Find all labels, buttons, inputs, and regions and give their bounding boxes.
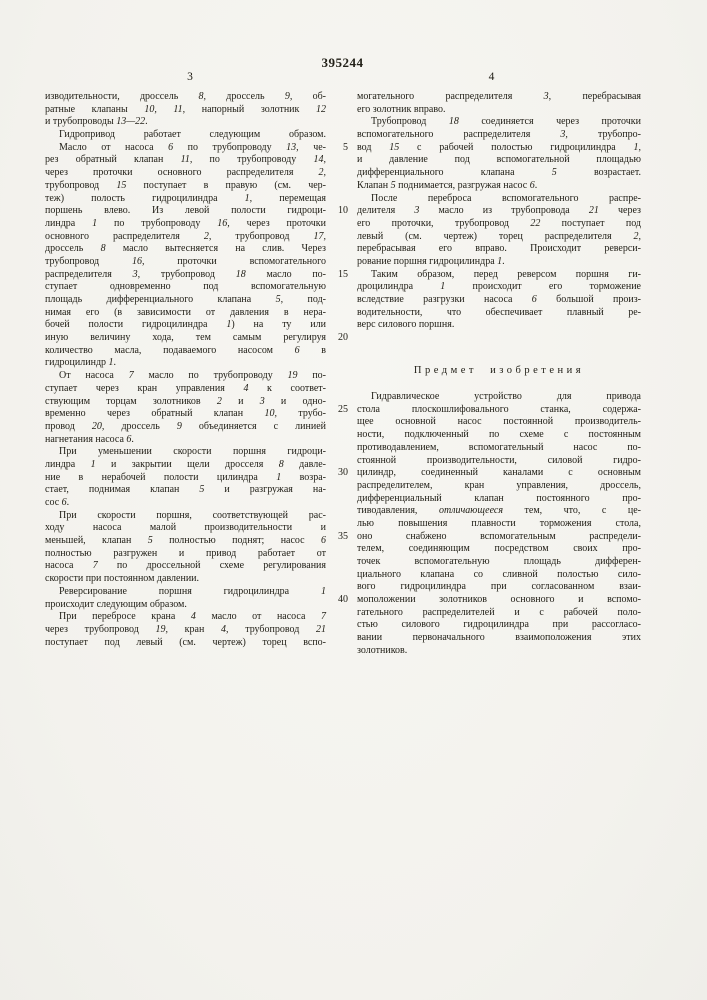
text-line: скорости при постоянном давлении. [45, 573, 200, 585]
text-line: вследствие разгрузки насоса 6 большой произ- [357, 294, 641, 305]
text-line: дроцилиндра 1 происходит его торможение [357, 281, 641, 293]
text-line: его золотник вправо. [357, 103, 446, 115]
text-line: золотников. [357, 644, 408, 656]
text-line: Клапан 5 поднимается, разгружая насос 6. [357, 179, 538, 191]
text-line: вод 15 с рабочей полостью гидроцилиндра 1, [357, 141, 641, 153]
text-line: Гидравлическое устройство для привода [371, 391, 641, 403]
section-gap [357, 378, 641, 391]
text-line: циального клапана со сливной полостью сило- [357, 568, 641, 580]
claim-body [357, 391, 641, 657]
text-line: Трубопровод 18 соединяется через проточки [371, 116, 641, 128]
text-line: перебрасывая его вправо. Происходит реверси- [357, 243, 641, 255]
text-line: ствующим торцам золотников 2 и 3 и одно- [45, 395, 326, 407]
text-line: происходит следующим образом. [45, 598, 187, 610]
text-line: распределителем, кран управления, дроссель, [357, 479, 641, 491]
text-line: оно снабжено вспомогательным распредели- [357, 530, 641, 542]
text-line: гидроцилиндр 1. [45, 357, 117, 369]
text-line: При перебросе крана 4 масло от насоса 7 [59, 611, 326, 623]
text-line: теж) полость гидроцилиндра 1, перемещая [45, 192, 326, 204]
text-column-right [357, 91, 641, 658]
text-line: делителя 3 масло из трубопровода 21 через [357, 205, 641, 217]
text-line: гательного распределителей и с рабочей поло- [357, 606, 641, 618]
line-number-marker: 25 [338, 403, 348, 415]
text-line: верс силового поршня. [357, 319, 455, 331]
line-number-marker: 5 [343, 141, 348, 153]
text-line: дроссель 8 масло вытесняется на слив. Через [45, 243, 326, 255]
text-line: иную величину хода, тем самым регулируя [45, 332, 326, 344]
text-line: нимая его (в зависимости от давления в нера- [45, 306, 326, 318]
text-line: рез обратный клапан 11, по трубопроводу 14, [45, 154, 326, 166]
text-line: распределителя 3, трубопровод 18 масло по- [45, 268, 326, 280]
text-line: дифференциального клапана 5 возрастает. [357, 167, 641, 179]
text-line: меньшей, клапан 5 полностью поднят; насос 6 [45, 535, 326, 547]
section-gap [357, 332, 641, 364]
text-line: стоянной производительности, силовой гидро- [357, 454, 641, 466]
text-line: ступает одновременно под вспомогательную [45, 281, 326, 293]
text-line: стола плоскошлифовального станка, содержа- [357, 403, 641, 415]
text-line: дифференциальный клапан постоянного про- [357, 492, 641, 504]
text-line: рование поршня гидроцилиндра 1. [357, 255, 505, 267]
text-line: поступает под левый (см. чертеж) торец вспо- [45, 636, 326, 648]
text-line: бочей полости гидроцилиндра 1) на ту или [45, 319, 326, 331]
page-column-number-left: 3 [187, 71, 193, 83]
line-number-marker: 35 [338, 530, 348, 542]
line-number-marker: 30 [338, 467, 348, 479]
text-line: От насоса 7 масло по трубопроводу 19 по- [59, 370, 327, 382]
text-line: Гидропривод работает следующим образом. [59, 129, 326, 141]
text-line: цилиндр, соединенный каналами с основным [357, 467, 641, 479]
line-number-marker: 15 [338, 268, 348, 280]
text-line: вании первоначального взаимоположения этих [357, 632, 641, 644]
text-line: При уменьшении скорости поршня гидроци- [59, 446, 326, 458]
text-line: через трубопровод 19, кран 4, трубопровод 21 [45, 623, 327, 635]
text-line: сос 6. [45, 497, 70, 508]
text-line: водительности, что обеспечивает плавный ре- [357, 306, 641, 318]
text-column-left [45, 91, 326, 649]
text-line: ности, подключенный по схеме с постоянным [357, 429, 641, 441]
text-line: Таким образом, перед реверсом поршня ги- [371, 268, 641, 280]
text-line: изводительности, дроссель 8, дроссель 9, об- [45, 91, 326, 102]
text-line: моположении золотников основного и вспомо- [357, 594, 641, 606]
text-line: линдра 1 по трубопроводу 16, через проточки [45, 217, 326, 229]
text-line: и трубопроводы 13—22. [45, 116, 148, 128]
patent-number: 395244 [321, 55, 364, 70]
text-line: линдра 1 и закрытии щели дросселя 8 давле- [45, 458, 326, 470]
text-line: противодавлением, вспомогательный насос по- [357, 441, 641, 453]
text-line: вспомогательного распределителя 3, трубопро- [357, 129, 641, 141]
text-line: и давление под вспомогательной площадью [357, 154, 641, 166]
text-line: щее основной насос постоянной производитель- [357, 416, 641, 428]
text-line: площадь дифференциального клапана 5, под- [45, 294, 327, 305]
text-line: точек вспомогательную площадь дифферен- [357, 556, 641, 567]
text-line: стью силового гидроцилиндра при рассогласо- [357, 619, 641, 631]
text-line: его проточки, трубопровод 22 поступает под [357, 217, 641, 229]
text-line: насоса 7 по дроссельной схеме регулирования [45, 560, 326, 572]
text-line: ние в нерабочей полости цилиндра 1 возра- [45, 471, 326, 483]
text-line: количество масла, подаваемого насосом 6 в [45, 344, 326, 356]
text-line: телем, соединяющим посредством своих про- [357, 543, 641, 555]
text-line: стает, поднимая клапан 5 и разгружая на- [45, 484, 326, 496]
text-line: Реверсирование поршня гидроцилиндра 1 [59, 585, 326, 597]
line-number-marker: 10 [338, 205, 348, 217]
text-line: После переброса вспомогательного распре- [371, 192, 641, 204]
text-line: трубопровод 15 поступает в правую (см. чер- [45, 179, 326, 191]
text-line: тиводавления, отличающееся тем, что, с це- [357, 505, 642, 517]
text-line: трубопровод 16, проточки вспомогательного [45, 255, 327, 267]
description-body [357, 91, 641, 332]
text-line: ратные клапаны 10, 11, напорный золотник 12 [45, 103, 327, 115]
text-line: лью повышения плавности торможения стола, [357, 517, 641, 529]
text-line: основного распределителя 2, трубопровод 17, [45, 230, 326, 242]
text-line: могательного распределителя 3, перебрасывая [357, 91, 641, 102]
text-line: полностью разгружен и привод работает от [45, 547, 326, 559]
text-line: левый (см. чертеж) торец распределителя 2, [357, 230, 641, 242]
text-line: нагнетания насоса 6. [45, 433, 134, 445]
page-column-number-right: 4 [488, 71, 495, 83]
line-number-marker: 40 [338, 594, 348, 606]
text-line: Масло от насоса 6 по трубопроводу 13, че- [59, 141, 326, 153]
text-line: вого гидроцилиндра при согласованном взаи- [357, 581, 641, 593]
line-number-marker: 20 [338, 332, 348, 344]
text-line: ступает через кран управления 4 к соответ- [45, 382, 327, 394]
text-line: через проточки основного распределителя 2, [45, 167, 326, 179]
text-line: поршень влево. Из левой полости гидроци- [45, 205, 326, 217]
text-line: При скорости поршня, соответствующей рас- [59, 509, 326, 521]
claims-section-heading: Предмет изобретения [413, 365, 585, 377]
text-line: временно через обратный клапан 10, трубо- [45, 408, 326, 420]
text-line: провод 20, дроссель 9 объединяется с линией [45, 420, 326, 432]
text-line: ходу насоса малой производительности и [45, 522, 326, 534]
